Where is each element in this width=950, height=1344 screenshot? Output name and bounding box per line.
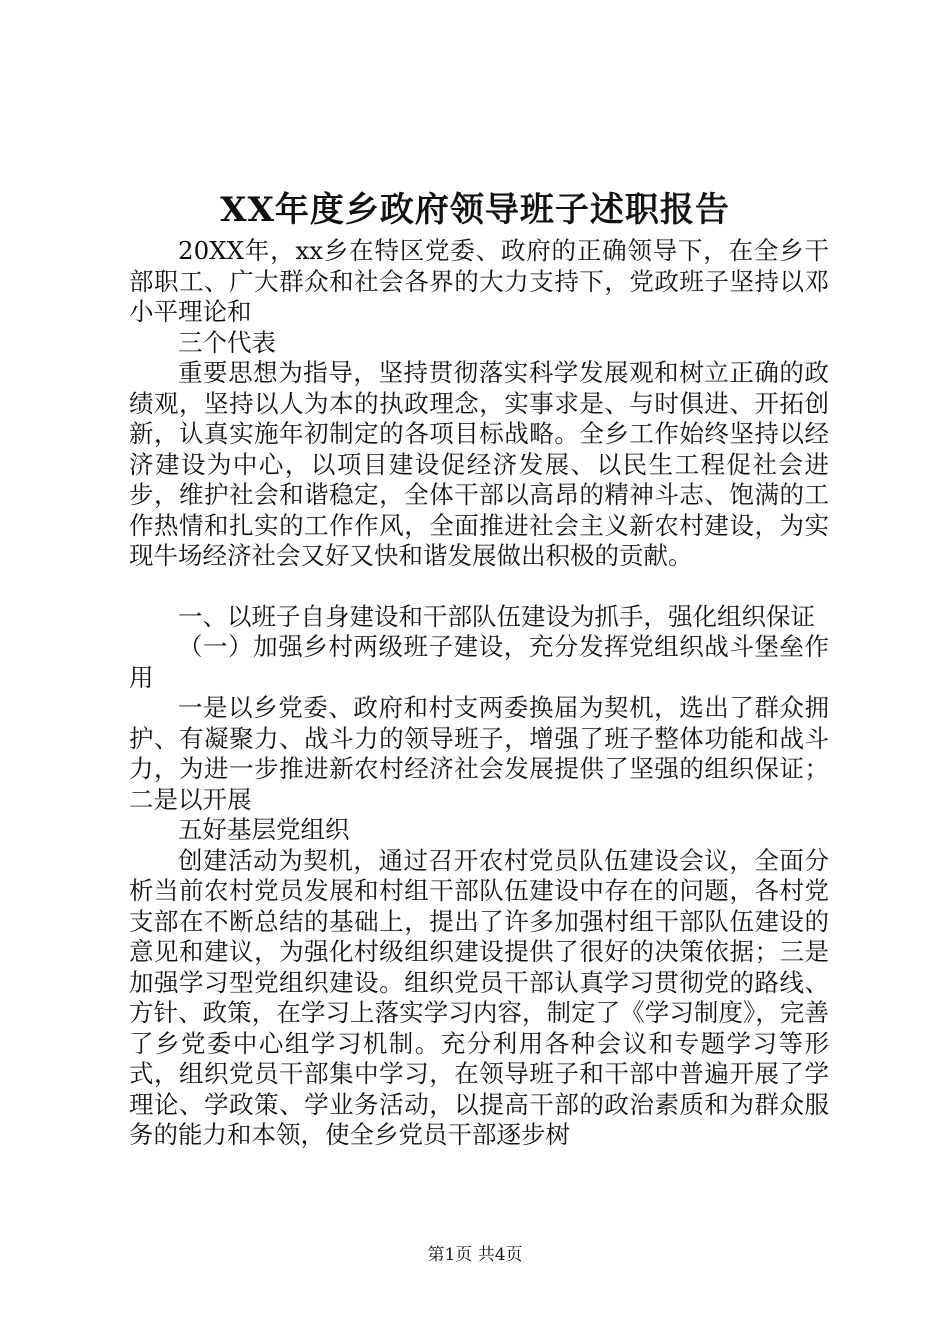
paragraph-three-represents: 三个代表 bbox=[178, 327, 276, 357]
paragraph-team-building: 一是以乡党委、政府和村支两委换届为契机，选出了群众拥护、有凝聚力、战斗力的领导班子，增强了班子整体功能和战斗力，为进一步推进新农村经济社会发展提供了坚强的组织保证；二是以开展 bbox=[129, 693, 829, 814]
paragraph-campaign: 创建活动为契机，通过召开农村党员队伍建设会议，全面分析当前农村党员发展和村组干部队伍建设中存在的问题，各村党支部在不断总结的基础上，提出了许多加强村组干部队伍建设的意见和建议，为强化村级组织建设提供了很好的决策依据；三是加强学习型党组织建设。组织党员干部认真学习贯彻党的路线、方针、政策，在学习上落实学习内容，制定了《学习制度》，完善了乡党委中心组学习机制。充分利用各种会议和专题学习等形式，组织党员干部集中学习，在领导班子和干部中普遍开展了学理论、学政策、学业务活动，以提高干部的政治素质和为群众服务的能力和本领，使全乡党员干部逐步树 bbox=[129, 845, 829, 1149]
paragraph-intro: 20XX年，xx乡在特区党委、政府的正确领导下，在全乡干部职工、广大群众和社会各界的大力支持下，党政班子坚持以邓小平理论和 bbox=[129, 236, 829, 326]
section-heading-1: 一、以班子自身建设和干部队伍建设为抓手，强化组织保证 bbox=[178, 601, 815, 631]
document-title: XX年度乡政府领导班子述职报告 bbox=[220, 190, 730, 230]
paragraph-five-good: 五好基层党组织 bbox=[178, 815, 350, 844]
subsection-heading-1: （一）加强乡村两级班子建设，充分发挥党组织战斗堡垒作用 bbox=[129, 632, 829, 692]
document-body bbox=[129, 236, 829, 1151]
paragraph-guiding-thought: 重要思想为指导，坚持贯彻落实科学发展观和树立正确的政绩观，坚持以人为本的执政理念，实事求是、与时俱进、开拓创新，认真实施年初制定的各项目标战略。全乡工作始终坚持以经济建设为中心，以项目建设促经济发展、以民生工程促社会进步，维护社会和谐稳定，全体干部以高昂的精神斗志、饱满的工作热情和扎实的工作作风，全面推进社会主义新农村建设，为实现牛场经济社会又好又快和谐发展做出积极的贡献。 bbox=[129, 358, 829, 570]
page-footer: 第1页 共4页 bbox=[427, 1245, 523, 1265]
